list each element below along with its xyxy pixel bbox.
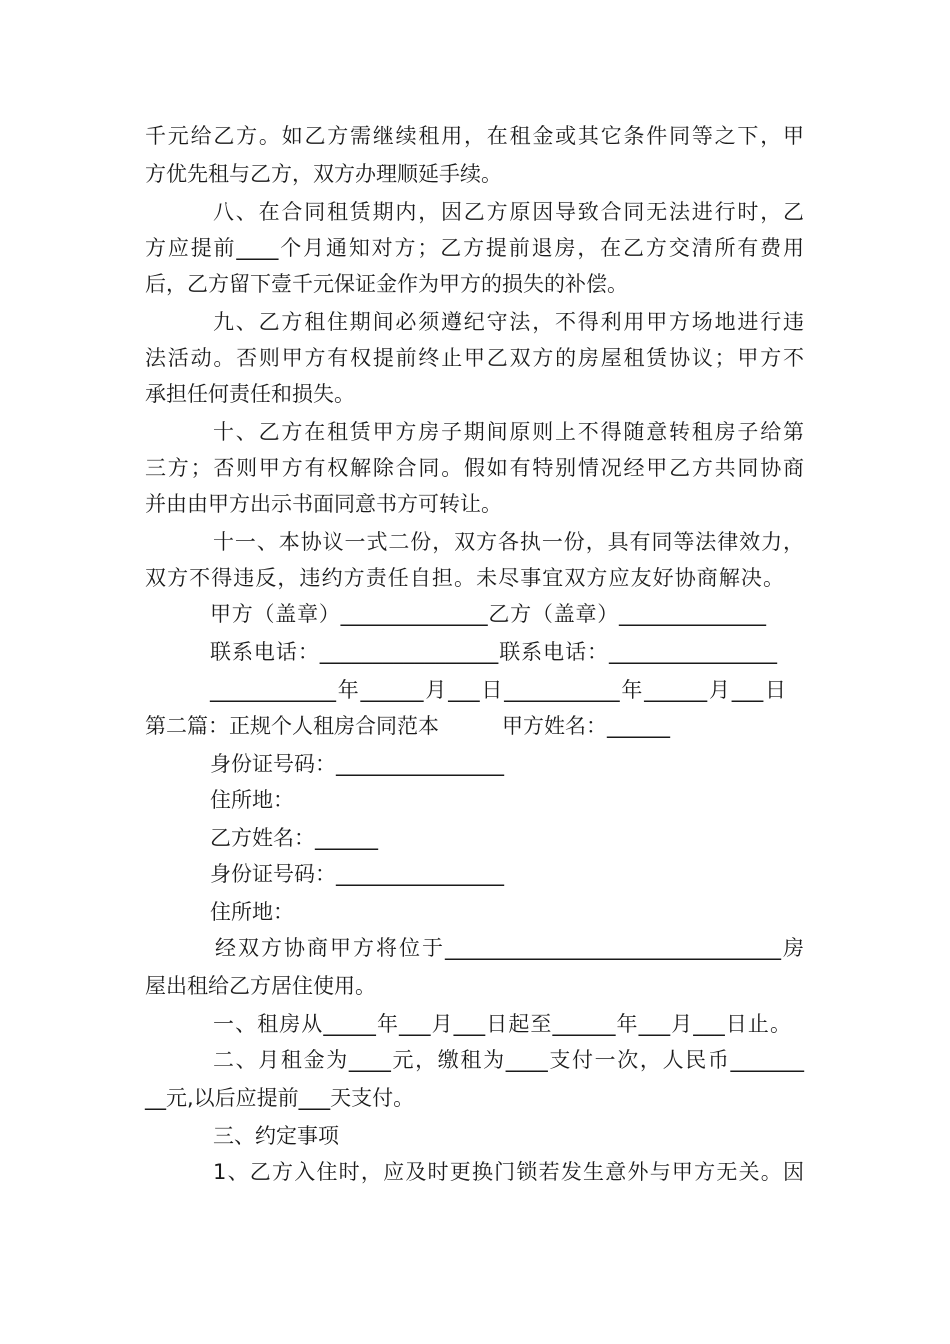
text-line: 八、在合同租赁期内，因乙方原因导致合同无法进行时，乙 [213,200,804,224]
text-line: 法活动。否则甲方有权提前终止甲乙双方的房屋租赁协议；甲方不 [145,346,804,370]
text-line: 九、乙方租住期间必须遵纪守法，不得利用甲方场地进行违 [213,310,804,334]
text-line: 经双方协商甲方将位于________________________________房 [215,936,804,960]
text-line: 方优先租与乙方，双方办理顺延手续。 [145,162,502,186]
text-line: __元,以后应提前___天支付。 [145,1086,415,1110]
text-line: 三方；否则甲方有权解除合同。假如有特别情况经甲乙方共同协商 [145,456,804,480]
text-line: 身份证号码：________________ [210,862,504,886]
text-line: 1、乙方入住时，应及时更换门锁若发生意外与甲方无关。因 [213,1160,804,1184]
text-line: 三、约定事项 [213,1124,339,1148]
text-line: 一、租房从_____年___月___日起至______年___月___日止。 [213,1012,791,1036]
date-line: ____________年______月___日___________年______月___日 [210,678,786,702]
text-line: 后，乙方留下壹千元保证金作为甲方的损失的补偿。 [145,272,628,296]
phone-line: 联系电话：_________________联系电话：________________ [210,640,777,664]
text-line: 身份证号码：________________ [210,752,504,776]
text-line: 二、月租金为____元，缴租为____支付一次，人民币_______ [213,1048,804,1072]
text-line: 并由由甲方出示书面同意书方可转让。 [145,492,502,516]
text-line: 乙方姓名：______ [210,826,378,850]
text-line: 方应提前____个月通知对方；乙方提前退房，在乙方交清所有费用 [145,236,804,260]
section-heading: 第二篇：正规个人租房合同范本 甲方姓名：______ [145,714,670,738]
text-line: 屋出租给乙方居住使用。 [145,974,376,998]
text-line: 承担任何责任和损失。 [145,382,355,406]
text-line: 十、乙方在租赁甲方房子期间原则上不得随意转租房子给第 [213,420,804,444]
text-line: 千元给乙方。如乙方需继续租用，在租金或其它条件同等之下，甲 [145,124,804,148]
text-line: 住所地： [210,788,294,812]
text-line: 住所地： [210,900,294,924]
text-line: 十一、本协议一式二份，双方各执一份，具有同等法律效力， [213,530,804,554]
signature-line: 甲方（盖章）______________乙方（盖章）______________ [210,602,766,626]
text-line: 双方不得违反，违约方责任自担。未尽事宜双方应友好协商解决。 [145,566,784,590]
